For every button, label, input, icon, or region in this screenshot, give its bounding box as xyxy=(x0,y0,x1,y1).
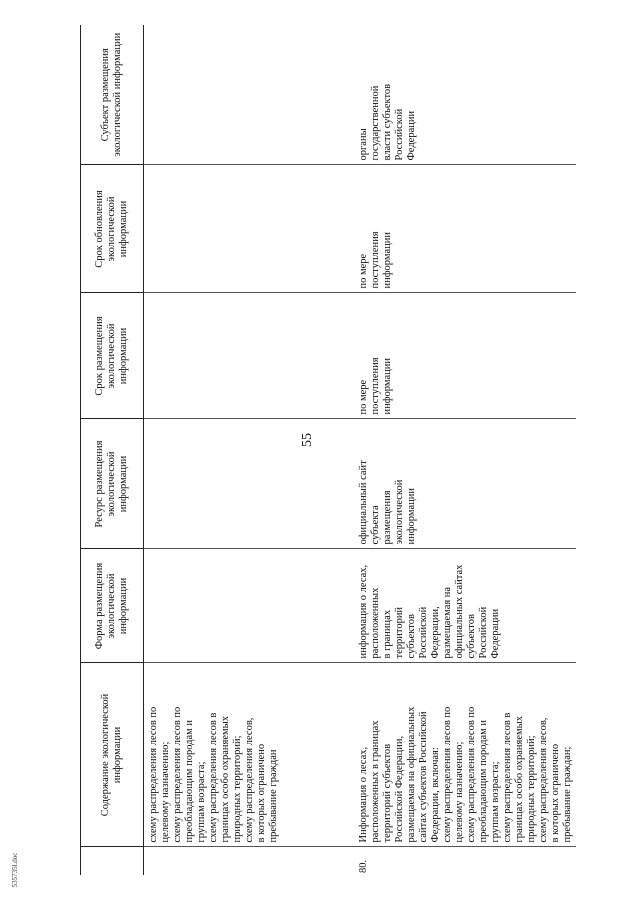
cell-text-line: по мере xyxy=(358,379,369,415)
cell-text-line: группам возраста; xyxy=(490,761,501,843)
cell-text-line: органы xyxy=(358,128,369,161)
cell-resource xyxy=(144,419,351,549)
table-row-80 xyxy=(350,25,576,875)
cell-text-line: информация о лесах, xyxy=(358,564,369,659)
cell-content xyxy=(144,663,351,847)
cell-text-line: целевому назначению; xyxy=(160,741,171,843)
cell-text-line: Российской xyxy=(394,108,405,161)
cell-text-line: преобладающим породам и xyxy=(478,719,489,843)
header-form: Форма размещения экологической информации xyxy=(81,549,144,663)
cell-text-line: схему распределения лесов по xyxy=(148,706,159,843)
header-content: Содержание экологической информации xyxy=(81,663,144,847)
cell-text-line: целевому назначению; xyxy=(454,741,465,843)
cell-text-line: информации xyxy=(406,488,417,545)
cell-text-line: схему распределения лесов по xyxy=(172,706,183,843)
cell-text-line: границах особо охраняемых xyxy=(514,716,525,843)
header-term: Срок размещения экологической информации xyxy=(81,293,144,419)
cell-text-line: Федерации xyxy=(406,110,417,161)
cell-text-line: Федерации xyxy=(490,608,501,659)
file-reference: 535735l.doc xyxy=(11,852,19,888)
cell-text-line: по мере xyxy=(358,253,369,289)
cell-text-line: границах особо охраняемых xyxy=(220,716,231,843)
cell-text-line: Российской xyxy=(418,606,429,659)
cell-text-line: расположенных xyxy=(370,587,381,659)
cell-text-line: поступления xyxy=(370,231,381,289)
cell-text-line: территорий xyxy=(394,606,405,659)
cell-text-line: схему распределения лесов по xyxy=(466,706,477,843)
cell-text-line: экологической xyxy=(394,479,405,545)
cell-text-line: схему распределения лесов по xyxy=(442,706,453,843)
rotated-table-container xyxy=(80,25,620,875)
cell-text-line: официальный сайт xyxy=(358,460,369,545)
cell-form xyxy=(144,549,351,663)
cell-text-line: расположенных в границах xyxy=(370,720,381,843)
cell-text-line: пребывание граждан; xyxy=(562,746,573,843)
cell-text-line: размещаемая на xyxy=(442,586,453,659)
cell-text-line: государственной xyxy=(370,85,381,161)
cell-text-line: схему распределения лесов в xyxy=(208,712,219,843)
cell-text-line: субъектов xyxy=(406,614,417,659)
cell-subject xyxy=(350,25,576,165)
cell-content xyxy=(350,663,576,847)
cell-text-line: природных территорий; xyxy=(526,735,537,843)
header-num xyxy=(81,847,144,875)
cell-text-line: субъектов xyxy=(466,614,477,659)
cell-text-line: информации xyxy=(382,232,393,289)
cell-text-line: территорий субъектов xyxy=(382,743,393,843)
cell-text-line: в границах xyxy=(382,609,393,659)
header-subject: Субъект размещения экологической информации xyxy=(81,25,144,165)
cell-text-line: Российской Федерации, xyxy=(394,735,405,843)
cell-update xyxy=(144,165,351,293)
cell-text-line: схему распределения лесов в xyxy=(502,712,513,843)
cell-text-line: схему распределения лесов, xyxy=(538,717,549,843)
cell-form xyxy=(350,549,576,663)
cell-text-line: схему распределения лесов, xyxy=(244,717,255,843)
cell-update xyxy=(350,165,576,293)
cell-text-line: поступления xyxy=(370,357,381,415)
cell-text-line: Федерации, xyxy=(430,606,441,659)
cell-text-line: природных территорий; xyxy=(232,735,243,843)
header-update: Срок обновления экологической информации xyxy=(81,165,144,293)
cell-text-line: сайтах субъектов Российской xyxy=(418,711,429,843)
cell-term xyxy=(144,293,351,419)
cell-text-line: Федерации, включая: xyxy=(430,747,441,843)
cell-text-line: субъекта xyxy=(370,505,381,545)
table-header-row xyxy=(81,25,144,875)
cell-subject xyxy=(144,25,351,165)
cell-text-line: власти субъектов xyxy=(382,83,393,161)
cell-text-line: размещения xyxy=(382,490,393,545)
cell-text-line: Российской xyxy=(478,606,489,659)
cell-resource xyxy=(350,419,576,549)
cell-term xyxy=(350,293,576,419)
cell-text-line: размещаемая на официальных xyxy=(406,706,417,843)
cell-text-line: в которых ограничено xyxy=(550,743,561,843)
eco-info-table xyxy=(80,25,576,875)
cell-text-line: пребывание граждан xyxy=(268,749,279,843)
cell-text-line: информации xyxy=(382,358,393,415)
cell-text-line: в которых ограничено xyxy=(256,743,267,843)
cell-text-line: официальных сайтах xyxy=(454,564,465,659)
page-number: 55 xyxy=(300,433,315,447)
cell-num xyxy=(144,847,351,875)
cell-text-line: преобладающим породам и xyxy=(184,719,195,843)
cell-num: 80. xyxy=(350,847,576,875)
header-resource: Ресурс размещения экологической информации xyxy=(81,419,144,549)
cell-text-line: Информация о лесах, xyxy=(358,746,369,843)
cell-text-line: группам возраста; xyxy=(196,761,207,843)
table-row-continuation xyxy=(144,25,351,875)
